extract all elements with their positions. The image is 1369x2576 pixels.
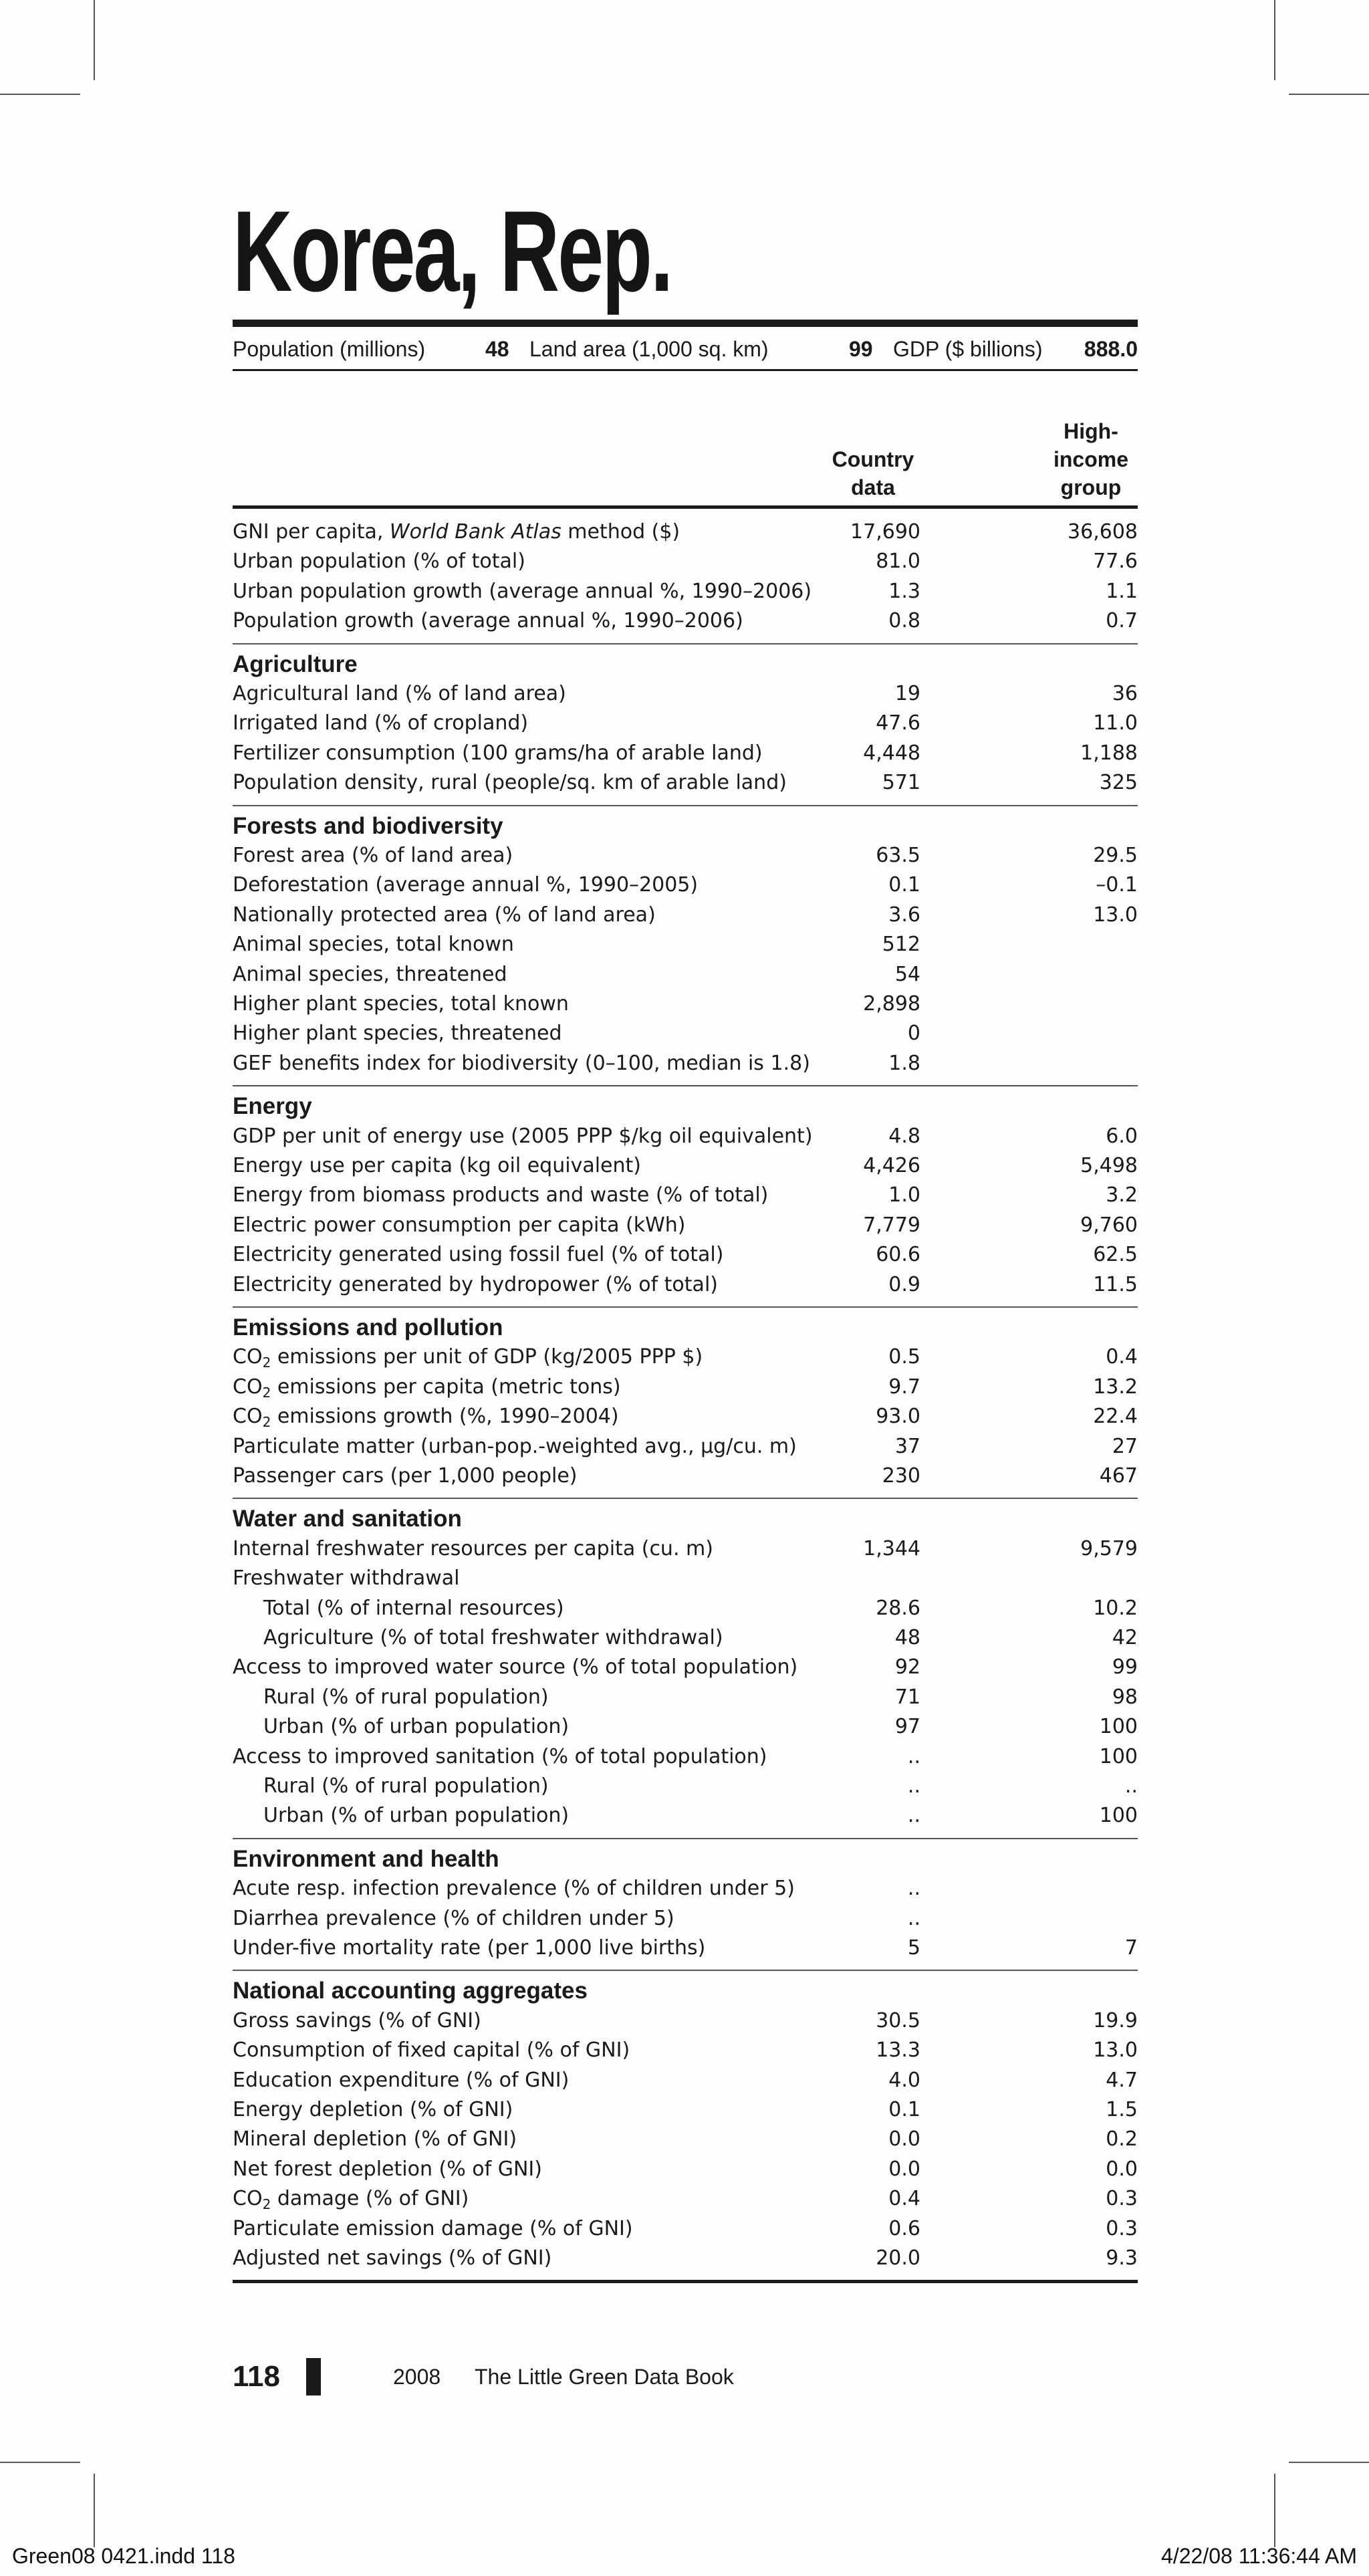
section-heading — [233, 650, 1138, 679]
indicator-label: Gross savings (% of GNI) — [233, 2008, 481, 2032]
indicator-label: Adjusted net savings (% of GNI) — [233, 2246, 552, 2270]
table-row — [233, 1594, 1138, 1623]
country-value: .. — [907, 1744, 920, 1768]
country-value: 1.8 — [888, 1051, 920, 1075]
section-heading — [233, 1092, 1138, 1121]
indicator-label: GEF benefits index for biodiversity (0–100, median is 1.8) — [233, 1051, 810, 1075]
table-bottom-rule — [233, 2280, 1138, 2283]
table-row — [233, 1564, 1138, 1593]
group-value: 100 — [1099, 1804, 1138, 1828]
country-value: .. — [907, 1774, 920, 1798]
table-row — [233, 1653, 1138, 1682]
country-value: 30.5 — [876, 2008, 920, 2032]
indicator-label: $CO_2$ emissions growth (%, 1990–2004) — [233, 1405, 619, 1431]
table-row — [233, 960, 1138, 989]
group-value: 325 — [1099, 771, 1138, 795]
population-label: Population (millions) — [233, 337, 426, 361]
indicator-label: Particulate matter (urban-pop.-weighted avg., µg/cu. m) — [233, 1434, 797, 1458]
title-rule — [233, 320, 1138, 327]
footer-book-title: The Little Green Data Book — [475, 2365, 734, 2389]
indicator-label: Total (% of internal resources) — [263, 1596, 564, 1620]
table-row — [233, 1934, 1138, 1963]
group-value: 42 — [1112, 1626, 1138, 1649]
column-header-group: High- income group — [1053, 419, 1129, 499]
indicator-label: $CO_2$ emissions per unit of GDP (kg/2005 PPP $) — [233, 1345, 703, 1371]
summary-line — [233, 333, 1138, 365]
group-value: 27 — [1112, 1434, 1138, 1458]
country-value: 0.5 — [888, 1345, 920, 1369]
country-value: 0.0 — [888, 2157, 920, 2181]
table-row — [233, 2006, 1138, 2036]
indicator-label: Access to improved sanitation (% of total population) — [233, 1744, 767, 1768]
group-value: 7 — [1124, 1936, 1138, 1960]
table-row — [233, 1342, 1138, 1372]
indicator-label: Population density, rural (people/sq. km of arable land) — [233, 771, 787, 795]
gdp-value: 888.0 — [1084, 337, 1138, 361]
group-value: 0.0 — [1106, 2157, 1138, 2181]
table-row — [233, 1373, 1138, 1402]
country-value: 4,448 — [863, 741, 920, 765]
group-value: 5,498 — [1080, 1154, 1138, 1177]
indicator-label: GDP per unit of energy use (2005 PPP $/kg oil equivalent) — [233, 1124, 813, 1148]
country-value: 47.6 — [876, 711, 920, 735]
group-value: 9,579 — [1080, 1536, 1138, 1560]
country-value: 1.0 — [888, 1183, 920, 1207]
group-value: 467 — [1099, 1464, 1138, 1488]
country-value: 20.0 — [876, 2246, 920, 2270]
section-title: Forests and biodiversity — [233, 812, 503, 839]
country-value: 81.0 — [876, 550, 920, 574]
table-row — [233, 739, 1138, 768]
section-title: Energy — [233, 1093, 312, 1120]
group-value: 9,760 — [1080, 1213, 1138, 1237]
indicator-label: Energy depletion (% of GNI) — [233, 2098, 513, 2121]
country-value: 0.1 — [888, 873, 920, 897]
table-row — [233, 1623, 1138, 1653]
indicator-label: $CO_2$ emissions per capita (metric tons) — [233, 1375, 621, 1401]
table-row — [233, 517, 1138, 547]
table-row — [233, 1683, 1138, 1712]
group-value: 0.4 — [1106, 1345, 1138, 1369]
group-value: 0.7 — [1106, 609, 1138, 633]
page-title: Korea, Rep. — [233, 187, 672, 316]
column-header-country: Country data — [832, 447, 914, 499]
table-row — [233, 577, 1138, 606]
indicator-label: Electric power consumption per capita (kWh) — [233, 1213, 686, 1237]
land-area-label: Land area (1,000 sq. km) — [529, 337, 769, 361]
table-row — [233, 2036, 1138, 2065]
table-row — [233, 1181, 1138, 1210]
indicator-label: Internal freshwater resources per capita (cu. m) — [233, 1536, 713, 1560]
country-value: 0.4 — [888, 2187, 920, 2211]
table-row — [233, 606, 1138, 636]
section-rule — [233, 1838, 1138, 1839]
indicator-label: Higher plant species, total known — [233, 992, 569, 1016]
group-value: 10.2 — [1093, 1596, 1138, 1620]
section-rule — [233, 643, 1138, 645]
section-heading — [233, 1976, 1138, 2006]
country-value: 230 — [882, 1464, 920, 1488]
country-value: .. — [907, 1877, 920, 1901]
section-rule — [233, 1970, 1138, 1971]
country-value: 0 — [907, 1022, 920, 1046]
group-value: 13.0 — [1093, 2038, 1138, 2063]
indicator-label: Agricultural land (% of land area) — [233, 682, 566, 705]
section-title: Agriculture — [233, 651, 358, 677]
crop-mark — [0, 2462, 80, 2463]
indicator-label: Energy use per capita (kg oil equivalent) — [233, 1154, 641, 1177]
section-heading — [233, 812, 1138, 841]
page-number: 118 — [233, 2360, 280, 2393]
group-value: 62.5 — [1093, 1243, 1138, 1267]
country-value: .. — [907, 1804, 920, 1828]
table-row — [233, 1772, 1138, 1801]
indicator-label: Agriculture (% of total freshwater withdrawal) — [263, 1626, 723, 1649]
crop-mark — [1274, 2474, 1275, 2547]
country-value: 37 — [894, 1434, 920, 1458]
indicator-label: Education expenditure (% of GNI) — [233, 2068, 570, 2092]
group-value: 99 — [1112, 1655, 1138, 1679]
indicator-label: Deforestation (average annual %, 1990–2005) — [233, 873, 699, 897]
group-value: 22.4 — [1093, 1405, 1138, 1429]
section-rule — [233, 1306, 1138, 1308]
country-value: 0.9 — [888, 1272, 920, 1296]
group-value: 36 — [1112, 682, 1138, 705]
country-value: 9.7 — [888, 1375, 920, 1399]
table-row — [233, 1270, 1138, 1300]
indicator-label: Electricity generated using fossil fuel (% of total) — [233, 1243, 724, 1267]
table-row — [233, 1019, 1138, 1048]
country-value: 0.1 — [888, 2098, 920, 2121]
indicator-label: Particulate emission damage (% of GNI) — [233, 2216, 633, 2240]
indicator-label: Mineral depletion (% of GNI) — [233, 2127, 517, 2151]
table-row — [233, 1049, 1138, 1078]
crop-mark — [0, 94, 80, 95]
table-row — [233, 2184, 1138, 2214]
group-value: 6.0 — [1106, 1124, 1138, 1148]
group-value: 19.9 — [1093, 2008, 1138, 2032]
table-row — [233, 768, 1138, 798]
table-row — [233, 1461, 1138, 1491]
group-value: 1.5 — [1106, 2098, 1138, 2121]
section-title: Water and sanitation — [233, 1506, 462, 1532]
group-value: 4.7 — [1106, 2068, 1138, 2092]
country-value: 571 — [882, 771, 920, 795]
table-row — [233, 2244, 1138, 2273]
country-value: 93.0 — [876, 1405, 920, 1429]
country-value: 60.6 — [876, 1243, 920, 1267]
table-row — [233, 841, 1138, 870]
table-row — [233, 679, 1138, 709]
table-row — [233, 2066, 1138, 2095]
section-rule — [233, 1498, 1138, 1499]
header-rule — [233, 505, 1138, 509]
indicator-label: Under-five mortality rate (per 1,000 live births) — [233, 1936, 706, 1960]
indicator-label: $CO_2$ damage (% of GNI) — [233, 2187, 469, 2213]
table-row — [233, 1402, 1138, 1431]
table-row — [233, 1874, 1138, 1903]
indicator-label: Irrigated land (% of cropland) — [233, 711, 529, 735]
group-value: 0.3 — [1106, 2216, 1138, 2240]
table-row — [233, 2155, 1138, 2184]
table-row — [233, 1122, 1138, 1151]
table-row — [233, 1712, 1138, 1742]
crop-mark — [94, 2474, 95, 2547]
group-value: 36,608 — [1068, 520, 1138, 544]
country-value: 0.6 — [888, 2216, 920, 2240]
country-value: 4.0 — [888, 2068, 920, 2092]
slug-file: Green08 0421.indd 118 — [12, 2544, 235, 2568]
indicator-label: Forest area (% of land area) — [233, 844, 513, 867]
indicator-label: Passenger cars (per 1,000 people) — [233, 1464, 578, 1488]
group-value: 0.2 — [1106, 2127, 1138, 2151]
country-value: 13.3 — [876, 2038, 920, 2063]
table-row — [233, 547, 1138, 576]
indicator-label: Urban population growth (average annual %, 1990–2006) — [233, 579, 812, 603]
table-row — [233, 1151, 1138, 1181]
land-area-value: 99 — [849, 337, 873, 361]
country-value: 1.3 — [888, 579, 920, 603]
indicator-label: Access to improved water source (% of total population) — [233, 1655, 798, 1679]
page-footer — [233, 2357, 834, 2397]
country-value: 54 — [894, 962, 920, 986]
group-value: 77.6 — [1093, 550, 1138, 574]
indicator-label: Consumption of fixed capital (% of GNI) — [233, 2038, 630, 2063]
gdp-label: GDP ($ billions) — [893, 337, 1043, 361]
section-title: National accounting aggregates — [233, 1978, 588, 2004]
section-title: Emissions and pollution — [233, 1314, 503, 1340]
indicator-label: Diarrhea prevalence (% of children under 5) — [233, 1906, 674, 1930]
population-value: 48 — [485, 337, 509, 361]
table-row — [233, 1904, 1138, 1934]
country-value: 512 — [882, 933, 920, 957]
country-value: 92 — [894, 1655, 920, 1679]
country-value: 3.6 — [888, 903, 920, 927]
country-value: 4.8 — [888, 1124, 920, 1148]
table-row — [233, 989, 1138, 1019]
country-value: 7,779 — [863, 1213, 920, 1237]
table-row — [233, 1211, 1138, 1240]
table-row — [233, 901, 1138, 930]
country-value: 4,426 — [863, 1154, 920, 1177]
country-value: 0.8 — [888, 609, 920, 633]
table-row — [233, 2125, 1138, 2154]
country-value: 5 — [907, 1936, 920, 1960]
country-value: 71 — [894, 1685, 920, 1709]
indicator-label: GNI per capita, World Bank Atlas method ($) — [233, 520, 680, 544]
indicator-label: Urban population (% of total) — [233, 550, 525, 574]
indicator-label: Electricity generated by hydropower (% of total) — [233, 1272, 718, 1296]
section-rule — [233, 805, 1138, 806]
group-value: 1,188 — [1080, 741, 1138, 765]
country-value: 19 — [894, 682, 920, 705]
indicator-label: Energy from biomass products and waste (% of total) — [233, 1183, 769, 1207]
indicator-label: Rural (% of rural population) — [263, 1774, 549, 1798]
group-value: .. — [1124, 1774, 1138, 1798]
indicator-label: Nationally protected area (% of land area) — [233, 903, 656, 927]
page-number-bar — [306, 2358, 321, 2395]
table-row — [233, 709, 1138, 738]
indicator-label: Freshwater withdrawal — [233, 1566, 460, 1591]
table-row — [233, 870, 1138, 900]
indicator-label: Urban (% of urban population) — [263, 1804, 570, 1828]
indicator-label: Acute resp. infection prevalence (% of children under 5) — [233, 1877, 795, 1901]
indicator-label: Higher plant species, threatened — [233, 1022, 562, 1046]
group-value: 11.5 — [1093, 1272, 1138, 1296]
country-value: 97 — [894, 1715, 920, 1739]
group-value: 100 — [1099, 1744, 1138, 1768]
crop-mark — [1289, 94, 1369, 95]
group-value: 3.2 — [1106, 1183, 1138, 1207]
group-value: 13.0 — [1093, 903, 1138, 927]
country-value: 48 — [894, 1626, 920, 1649]
country-value: .. — [907, 1906, 920, 1930]
indicator-label: Net forest depletion (% of GNI) — [233, 2157, 542, 2181]
crop-mark — [1289, 2462, 1369, 2463]
table-row — [233, 1801, 1138, 1831]
indicator-label: Animal species, total known — [233, 933, 514, 957]
section-rule — [233, 1085, 1138, 1086]
group-value: 13.2 — [1093, 1375, 1138, 1399]
indicator-label: Urban (% of urban population) — [263, 1715, 570, 1739]
table-row — [233, 1432, 1138, 1461]
country-value: 17,690 — [850, 520, 920, 544]
table-row — [233, 2095, 1138, 2125]
section-title: Environment and health — [233, 1845, 499, 1872]
crop-mark — [1274, 0, 1275, 80]
section-heading — [233, 1504, 1138, 1534]
country-value: 63.5 — [876, 844, 920, 867]
section-heading — [233, 1845, 1138, 1874]
group-value: 29.5 — [1093, 844, 1138, 867]
group-value: 98 — [1112, 1685, 1138, 1709]
table-row — [233, 1742, 1138, 1772]
indicator-label: Animal species, threatened — [233, 962, 507, 986]
group-value: –0.1 — [1096, 873, 1138, 897]
group-value: 11.0 — [1093, 711, 1138, 735]
table-row — [233, 930, 1138, 959]
group-value: 100 — [1099, 1715, 1138, 1739]
country-value: 1,344 — [863, 1536, 920, 1560]
slug-date: 4/22/08 11:36:44 AM — [1161, 2544, 1357, 2568]
crop-mark — [94, 0, 95, 80]
section-heading — [233, 1313, 1138, 1342]
indicator-label: Population growth (average annual %, 1990–2006) — [233, 609, 743, 633]
group-value: 1.1 — [1106, 579, 1138, 603]
table-row — [233, 1534, 1138, 1564]
summary-rule — [233, 369, 1138, 371]
footer-year: 2008 — [393, 2365, 441, 2389]
country-value: 0.0 — [888, 2127, 920, 2151]
group-value: 9.3 — [1106, 2246, 1138, 2270]
indicator-label: Rural (% of rural population) — [263, 1685, 549, 1709]
table-row — [233, 2214, 1138, 2244]
indicator-label: Fertilizer consumption (100 grams/ha of arable land) — [233, 741, 763, 765]
group-value: 0.3 — [1106, 2187, 1138, 2211]
table-row — [233, 1240, 1138, 1270]
country-value: 28.6 — [876, 1596, 920, 1620]
country-value: 2,898 — [863, 992, 920, 1016]
